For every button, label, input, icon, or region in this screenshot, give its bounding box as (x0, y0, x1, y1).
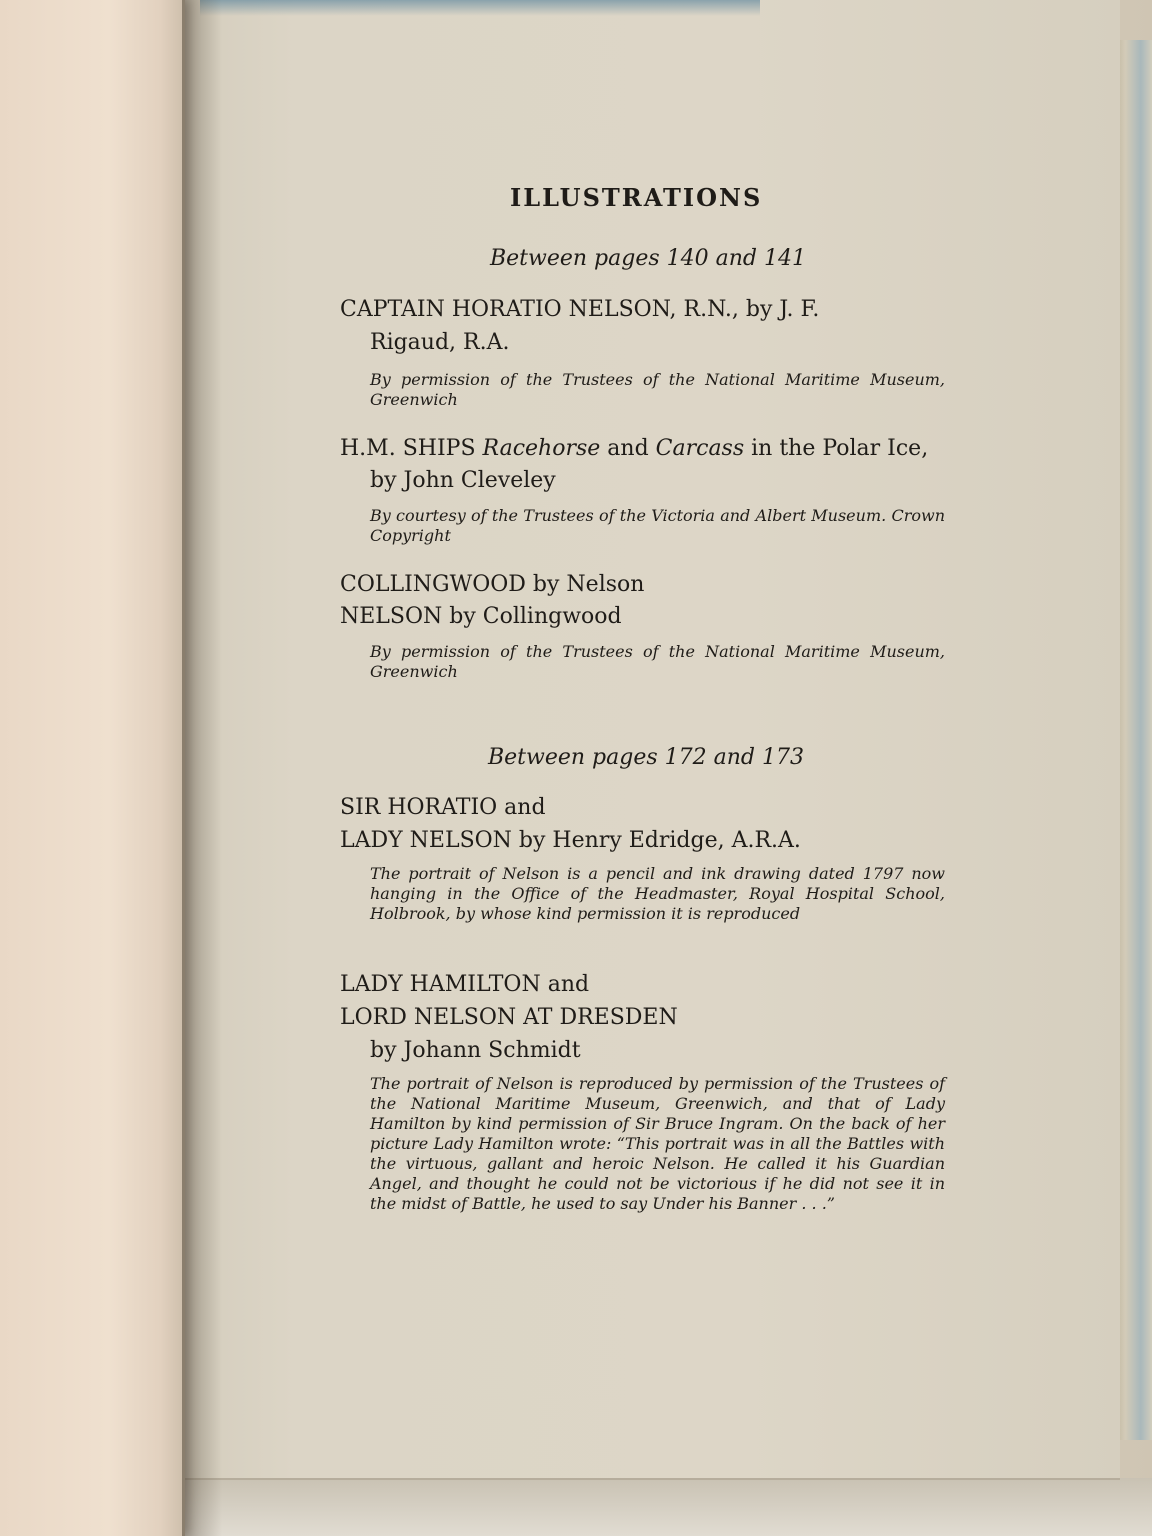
entry-title-line: by John Cleveley (370, 468, 556, 493)
section-label: Between pages 140 and 141 (490, 246, 806, 271)
entry-title-line: NELSON by Collingwood (340, 604, 622, 629)
entry-title-line: CAPTAIN HORATIO NELSON, R.N., by J. F. (340, 297, 820, 322)
show-through-text (8, 240, 178, 732)
gutter-shadow (182, 0, 222, 1536)
left-page (0, 0, 185, 1536)
entry-credit: By courtesy of the Trustees of the Victoria and Albert Museum. Crown Copyright (370, 506, 945, 545)
entry-title-line: SIR HORATIO and (340, 795, 546, 820)
right-page (182, 0, 1120, 1480)
entry-title-line: Rigaud, R.A. (370, 330, 510, 355)
page-top-edge (200, 0, 760, 16)
entry-credit: By permission of the Trustees of the National Maritime Museum, Greenwich (370, 642, 945, 681)
entry-credit: By permission of the Trustees of the National Maritime Museum, Greenwich (370, 370, 945, 409)
entry-title-line: COLLINGWOOD by Nelson (340, 572, 645, 597)
page-heading: ILLUSTRATIONS (510, 183, 763, 212)
section-label: Between pages 172 and 173 (488, 745, 804, 770)
entry-title-line: LADY NELSON by Henry Edridge, A.R.A. (340, 828, 801, 853)
entry-title-line: LORD NELSON AT DRESDEN (340, 1005, 678, 1030)
entry-credit: The portrait of Nelson is reproduced by permission of the Trustees of the National Maritime Museum, Greenwich, and that of Lady Hamilton by kind permission of Sir Bruce Ingram. On the back of her picture Lady Hamilton wrote: “This portrait was in all the Battles with the virtuous, gallant and heroic Nelson. He called it his Guardian Angel, and thought he could not be victorious if he did not see it in the midst of Battle, he used to say Under his Banner . . .” (370, 1074, 945, 1213)
entry-title-line: H.M. SHIPS Racehorse and Carcass in the Polar Ice, (340, 436, 929, 461)
entry-title-line: by Johann Schmidt (370, 1038, 581, 1063)
entry-title-line: LADY HAMILTON and (340, 972, 590, 997)
entry-credit: The portrait of Nelson is a pencil and ink drawing dated 1797 now hanging in the Office of the Headmaster, Royal Hospital School, Holbrook, by whose kind permission it is reproduced (370, 864, 945, 923)
